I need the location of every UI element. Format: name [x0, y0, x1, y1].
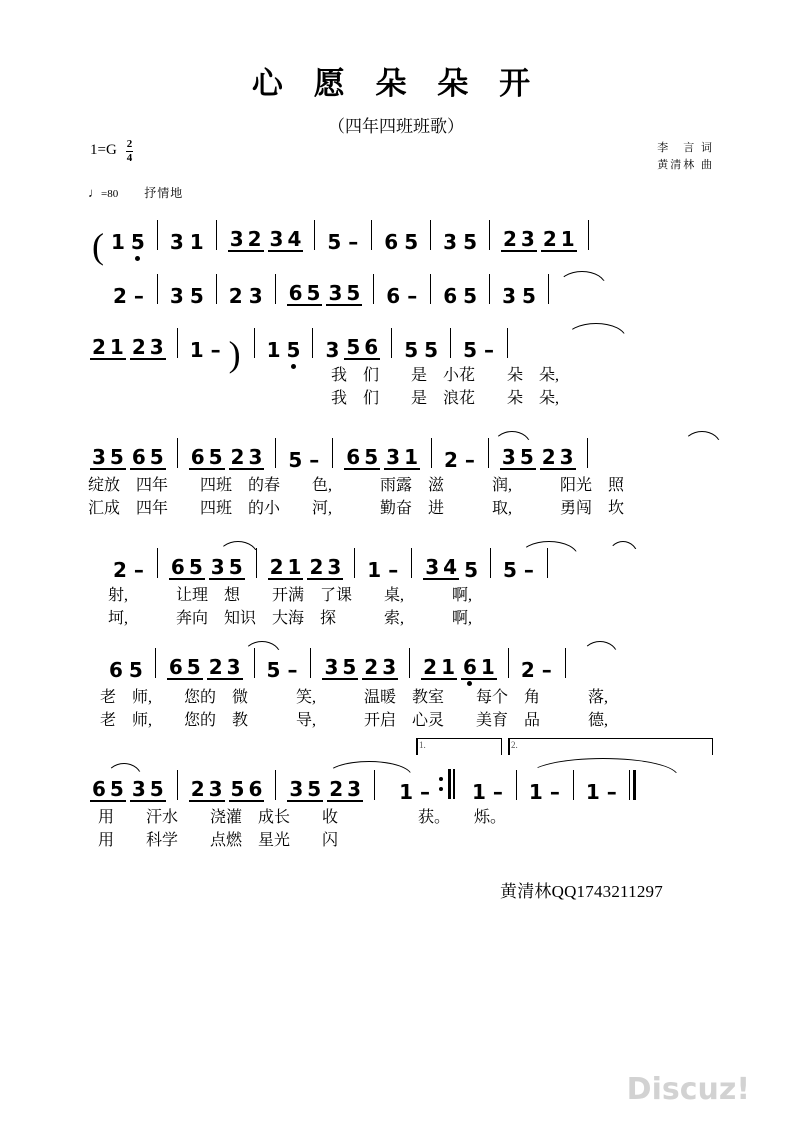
beam-group — [130, 337, 166, 360]
note: 6 — [109, 658, 123, 682]
note: 2 — [269, 555, 284, 579]
duration-dash: – — [348, 230, 359, 254]
beam-group — [500, 447, 536, 470]
note: 5 — [266, 658, 281, 682]
note: 5 — [342, 655, 357, 679]
beam-group — [268, 229, 304, 252]
note: 3 — [502, 284, 516, 308]
note: 1 — [266, 338, 281, 362]
note: 3 — [208, 777, 223, 801]
lyric-verse-1: 老 师, 您的 微 笑, 温暖 教室 每个 角 落, — [100, 689, 609, 706]
beam-group — [461, 657, 497, 680]
barline — [216, 220, 217, 250]
barline — [490, 548, 491, 578]
note: 1 — [441, 655, 455, 679]
barline — [489, 220, 490, 250]
barline — [516, 770, 517, 800]
note: 1 — [528, 780, 543, 804]
note: 5 — [128, 658, 143, 682]
lyric-verse-1: 射, 让理 想 开满 了课 桌, 啊, — [108, 587, 473, 604]
barline — [488, 438, 489, 468]
final-barline — [629, 770, 636, 800]
lyric-row — [88, 827, 713, 852]
note: 1 — [189, 230, 204, 254]
note-row — [88, 314, 713, 374]
note-low-octave: 6 — [462, 655, 477, 679]
duration-dash: – — [492, 780, 503, 804]
lyric-row — [88, 360, 713, 385]
note: 3 — [131, 777, 146, 801]
note: 3 — [324, 655, 339, 679]
note: 1 — [367, 558, 382, 582]
note: 3 — [289, 777, 304, 801]
duration-dash: – — [464, 448, 475, 472]
note: 1 — [560, 227, 575, 251]
duration-dash: – — [309, 448, 320, 472]
note: 2 — [113, 558, 127, 582]
duration-dash: – — [133, 558, 144, 582]
time-signature — [126, 139, 134, 164]
lyric-row — [88, 495, 713, 520]
note: 2 — [541, 445, 556, 469]
note-low-octave: 5 — [128, 232, 148, 252]
lyric-row — [88, 470, 713, 495]
time-signature-numerator: 2 — [126, 138, 133, 150]
credits — [657, 140, 714, 173]
note: 3 — [229, 227, 244, 251]
beam-group — [189, 779, 225, 802]
music-system-2 — [88, 260, 713, 306]
note: 5 — [188, 555, 203, 579]
note: 3 — [269, 227, 284, 251]
beam-group — [207, 657, 243, 680]
note: 3 — [501, 445, 516, 469]
barline — [275, 770, 276, 800]
lyric-verse-2: 老 师, 您的 教 导, 开启 心灵 美育 品 德, — [100, 712, 609, 729]
note: 2 — [230, 445, 245, 469]
watermark: Discuz! — [626, 1072, 750, 1107]
note: 3 — [425, 555, 440, 579]
note: 6 — [190, 445, 205, 469]
barline — [411, 548, 412, 578]
note: 4 — [287, 227, 302, 251]
time-signature-denominator: 4 — [126, 152, 133, 164]
lyric-row — [88, 605, 713, 630]
duration-dash: – — [388, 558, 399, 582]
beam-group — [344, 447, 380, 470]
lyric-row — [88, 705, 713, 730]
slur — [326, 761, 412, 776]
music-system-4 — [88, 424, 713, 520]
note: 5 — [502, 558, 517, 582]
lyric-verse-2: 汇成 四年 四班 的小 河, 勤奋 进 取, 勇闯 坎 — [88, 500, 625, 517]
note: 2 — [131, 335, 146, 359]
beam-group — [501, 229, 537, 252]
beam-group — [287, 283, 323, 306]
note: 5 — [463, 230, 477, 254]
slur — [683, 431, 721, 446]
beam-group — [229, 779, 265, 802]
note: 5 — [404, 230, 419, 254]
note: 5 — [463, 338, 477, 362]
barline — [254, 648, 255, 678]
note: 1 — [399, 780, 413, 804]
lyric-verse-1: 绽放 四年 四班 的春 色, 雨露 滋 润, 阳光 照 — [88, 477, 625, 494]
barline — [507, 328, 508, 358]
note: 3 — [559, 445, 574, 469]
beam-group — [169, 557, 205, 580]
barline — [431, 438, 432, 468]
duration-dash: – — [419, 780, 430, 804]
note: 2 — [190, 777, 205, 801]
beam-group — [130, 447, 166, 470]
note: 5 — [424, 338, 439, 362]
tempo-bpm — [88, 185, 118, 201]
barline — [332, 438, 333, 468]
note: 2 — [520, 658, 535, 682]
note: 2 — [208, 655, 223, 679]
note: 5 — [519, 445, 534, 469]
beam-group — [209, 557, 245, 580]
note: 5 — [521, 284, 536, 308]
barline — [373, 274, 374, 304]
barline — [177, 438, 178, 468]
barline — [489, 274, 490, 304]
barline — [588, 220, 589, 250]
volta-row — [88, 736, 713, 756]
barline — [565, 648, 566, 678]
note: 2 — [329, 777, 344, 801]
lyric-verse-2: 坷, 奔向 知识 大海 探 索, 啊, — [108, 610, 473, 627]
note: 3 — [169, 284, 184, 308]
note: 2 — [92, 335, 106, 359]
barline — [409, 648, 410, 678]
beam-group — [189, 447, 225, 470]
beam-group — [384, 447, 420, 470]
barline — [177, 770, 178, 800]
note: 3 — [92, 445, 106, 469]
note: 3 — [226, 655, 241, 679]
slur — [608, 541, 638, 556]
duration-dash: – — [483, 338, 494, 362]
note: 5 — [327, 230, 342, 254]
barline — [430, 274, 431, 304]
barline — [155, 648, 156, 678]
note: 1 — [109, 335, 124, 359]
barline — [314, 220, 315, 250]
volta-bracket-1 — [416, 738, 502, 755]
beam-group — [322, 657, 358, 680]
beam-group — [326, 283, 362, 306]
beam-group — [421, 657, 457, 680]
barline — [374, 770, 375, 800]
note: 1 — [480, 655, 495, 679]
beam-group — [90, 447, 126, 470]
note: 5 — [208, 445, 223, 469]
note-row — [88, 424, 713, 470]
author-signature: 黄清林QQ1743211297 — [500, 882, 663, 901]
slur — [528, 758, 678, 776]
note-row — [88, 206, 713, 266]
page-title: 心 愿 朵 朵 开 — [251, 66, 541, 102]
note-low-octave: 5 — [284, 340, 304, 360]
barline — [177, 328, 178, 358]
note: 5 — [149, 445, 164, 469]
barline — [216, 274, 217, 304]
duration-dash: – — [541, 658, 552, 682]
barline — [371, 220, 372, 250]
note: 5 — [230, 777, 245, 801]
note: 3 — [328, 281, 343, 305]
note: 5 — [307, 777, 322, 801]
key-signature-label: 1=G — [90, 142, 117, 158]
volta-label-2: 2. — [511, 740, 518, 750]
note: 2 — [228, 284, 243, 308]
beam-group — [344, 337, 380, 360]
barline — [157, 274, 158, 304]
duration-dash: – — [407, 284, 418, 308]
beam-group — [90, 779, 126, 802]
slur — [218, 541, 258, 556]
barline — [450, 328, 451, 358]
note: 6 — [288, 281, 303, 305]
note: 5 — [109, 445, 124, 469]
note: 6 — [248, 777, 263, 801]
repeat-dots-icon — [439, 777, 443, 791]
slur — [520, 541, 578, 556]
music-system-5 — [88, 534, 713, 630]
note: 3 — [347, 777, 362, 801]
tempo-marking — [88, 184, 183, 201]
duration-dash: – — [133, 284, 144, 308]
beam-group — [229, 447, 265, 470]
barline — [310, 648, 311, 678]
volta-bracket-2 — [508, 738, 713, 755]
note: 5 — [464, 558, 478, 582]
lyric-verse-2: 用 科学 点燃 星光 闪 — [98, 832, 339, 849]
lyric-verse-1: 用 汗水 浇灌 成长 收 获。 烁。 — [98, 809, 507, 826]
beam-group — [362, 657, 398, 680]
note: 5 — [463, 284, 478, 308]
barline — [587, 438, 588, 468]
music-system-1 — [88, 206, 713, 266]
note: 5 — [404, 338, 419, 362]
note: 2 — [502, 227, 517, 251]
page-subtitle: （四年四班班歌） — [328, 117, 464, 136]
duration-dash: – — [549, 780, 560, 804]
note: 5 — [189, 284, 204, 308]
lyric-verse-2: 我 们 是 浪花 朵 朵, — [331, 390, 560, 407]
music-system-3 — [88, 314, 713, 410]
note: 1 — [111, 230, 125, 254]
note: 2 — [309, 555, 324, 579]
note: 5 — [346, 281, 361, 305]
lyricist-credit: 李 言 词 — [657, 142, 714, 154]
slur — [582, 641, 618, 656]
note: 5 — [346, 335, 361, 359]
beam-group — [228, 229, 264, 252]
barline — [354, 548, 355, 578]
slur — [106, 763, 142, 778]
duration-dash: – — [210, 338, 221, 362]
composer-credit: 黄清林 曲 — [657, 158, 714, 171]
barline — [312, 328, 313, 358]
note: 2 — [542, 227, 557, 251]
note-row — [88, 260, 713, 306]
note: 1 — [585, 780, 600, 804]
note: 6 — [384, 230, 399, 254]
note: 6 — [131, 445, 146, 469]
lyric-row — [88, 680, 713, 705]
beam-group — [90, 337, 126, 360]
note: 6 — [346, 445, 361, 469]
note-row — [88, 534, 713, 580]
beam-group — [327, 779, 363, 802]
duration-dash: – — [523, 558, 534, 582]
slur — [566, 323, 626, 338]
note-row — [88, 756, 713, 802]
note: 6 — [386, 284, 401, 308]
beam-group — [167, 657, 203, 680]
music-system-6 — [88, 634, 713, 730]
intro-open-paren: ( — [92, 226, 104, 266]
slur — [493, 431, 531, 446]
lyric-row — [88, 385, 713, 410]
duration-dash: – — [287, 658, 298, 682]
note: 3 — [382, 655, 397, 679]
note: 2 — [423, 655, 438, 679]
note: 5 — [109, 777, 124, 801]
note: 2 — [364, 655, 379, 679]
note: 5 — [288, 448, 303, 472]
note: 2 — [443, 448, 458, 472]
note: 1 — [471, 780, 486, 804]
lyric-row — [88, 580, 713, 605]
quarter-note-icon: ♩ — [88, 185, 101, 200]
beam-group — [287, 779, 323, 802]
note: 3 — [248, 445, 263, 469]
beam-group — [268, 557, 304, 580]
beam-group — [540, 447, 576, 470]
note: 5 — [306, 281, 321, 305]
barline — [430, 220, 431, 250]
note: 5 — [149, 777, 164, 801]
slur — [243, 641, 281, 656]
note: 3 — [210, 555, 225, 579]
note: 4 — [443, 555, 458, 579]
note: 5 — [228, 555, 243, 579]
barline — [256, 548, 257, 578]
note: 3 — [386, 445, 401, 469]
beam-group — [541, 229, 577, 252]
volta-label-1: 1. — [419, 740, 426, 750]
barline — [275, 274, 276, 304]
note: 1 — [287, 555, 302, 579]
note: 6 — [92, 777, 106, 801]
beam-group — [130, 779, 166, 802]
barline — [254, 328, 255, 358]
barline — [157, 220, 158, 250]
barline — [573, 770, 574, 800]
note: 6 — [168, 655, 183, 679]
barline — [275, 438, 276, 468]
note: 3 — [149, 335, 164, 359]
note: 3 — [327, 555, 342, 579]
note: 3 — [443, 230, 458, 254]
note: 6 — [170, 555, 185, 579]
beam-group — [423, 557, 459, 580]
intro-close-paren: ) — [228, 334, 241, 374]
note: 5 — [364, 445, 379, 469]
key-signature — [90, 138, 133, 163]
barline — [508, 648, 509, 678]
barline — [547, 548, 548, 578]
lyric-row — [88, 802, 713, 827]
note: 2 — [247, 227, 262, 251]
slur — [558, 271, 606, 286]
duration-dash: – — [606, 780, 617, 804]
barline — [157, 548, 158, 578]
barline — [548, 274, 549, 304]
lyric-verse-1: 我 们 是 小花 朵 朵, — [331, 367, 560, 384]
music-system-7 — [88, 736, 713, 852]
note: 3 — [248, 284, 263, 308]
note: 6 — [364, 335, 379, 359]
beam-group — [307, 557, 343, 580]
note: 3 — [169, 230, 184, 254]
note: 2 — [113, 284, 127, 308]
note: 3 — [325, 338, 340, 362]
note: 1 — [404, 445, 418, 469]
note: 5 — [186, 655, 201, 679]
note-row — [88, 634, 713, 680]
tempo-bpm-value: =80 — [101, 188, 119, 200]
repeat-end-barline — [439, 769, 455, 799]
note: 3 — [520, 227, 535, 251]
expression-marking: 抒情地 — [144, 186, 184, 200]
barline — [391, 328, 392, 358]
note: 6 — [443, 284, 458, 308]
note: 1 — [189, 338, 204, 362]
